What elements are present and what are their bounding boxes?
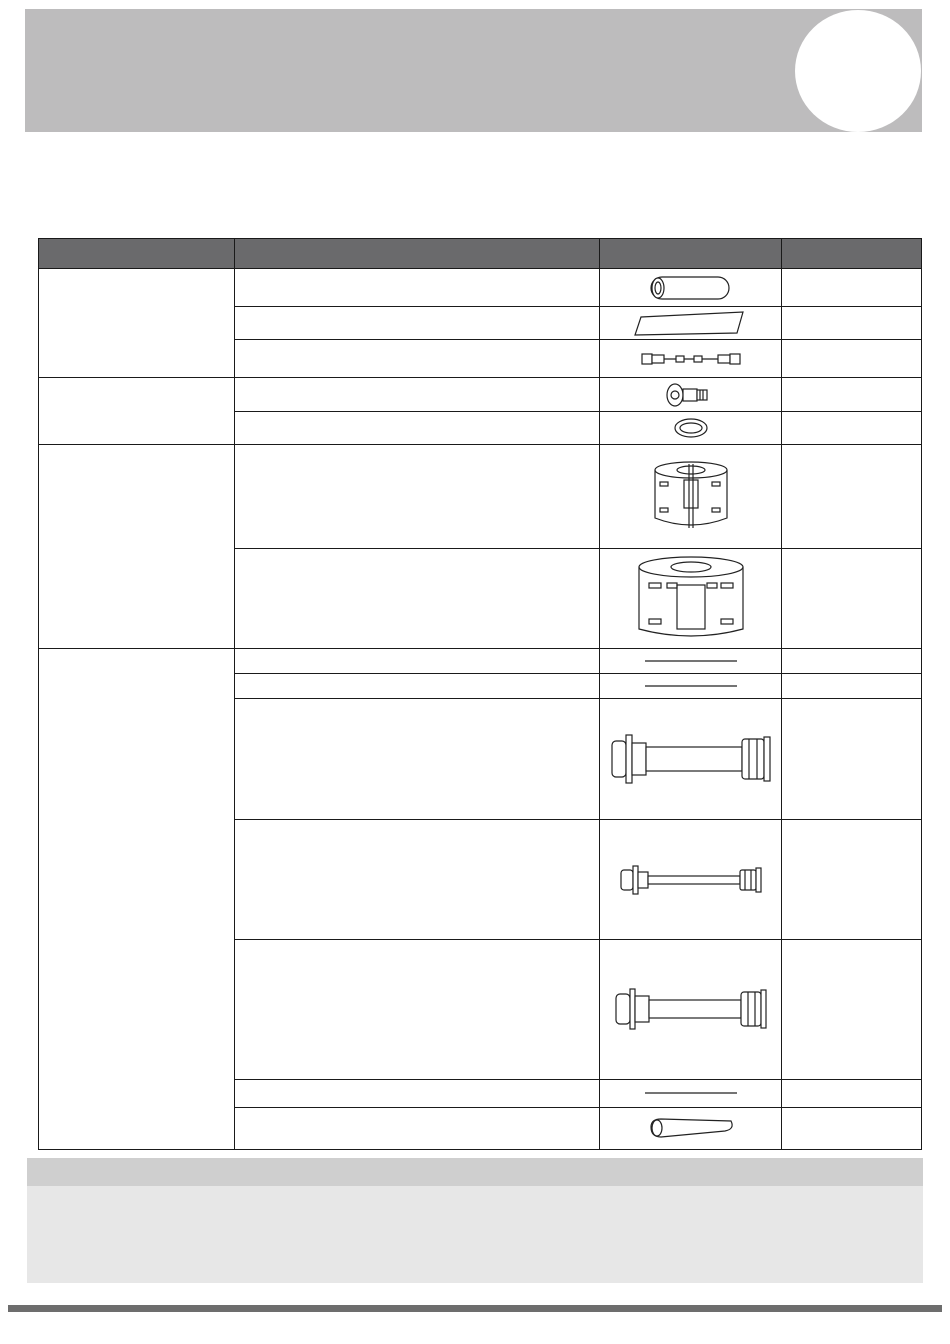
description-cell	[235, 307, 600, 340]
footer-rule	[8, 1305, 942, 1312]
table-row	[39, 269, 922, 307]
description-cell	[235, 340, 600, 378]
table-row	[39, 444, 922, 548]
insulation-tube-icon	[641, 273, 741, 303]
qty-cell	[782, 939, 922, 1079]
qty-cell	[782, 1107, 922, 1149]
section-cell	[39, 269, 235, 378]
column-header	[600, 239, 782, 269]
description-cell	[235, 648, 600, 673]
image-cell	[600, 411, 782, 444]
qty-cell	[782, 269, 922, 307]
qty-cell	[782, 340, 922, 378]
page-badge	[795, 10, 921, 132]
image-cell	[600, 820, 782, 940]
connecting-pipe-large-icon	[606, 729, 776, 789]
image-cell	[600, 549, 782, 648]
accessories-table	[38, 238, 922, 1150]
description-cell	[235, 1079, 600, 1107]
image-cell	[600, 378, 782, 411]
image-cell	[600, 1079, 782, 1107]
qty-cell	[782, 820, 922, 940]
description-cell	[235, 820, 600, 940]
sheath-icon	[641, 1113, 741, 1143]
qty-cell	[782, 1079, 922, 1107]
qty-cell	[782, 378, 922, 411]
qty-cell	[782, 648, 922, 673]
qty-cell	[782, 698, 922, 820]
header-band	[25, 9, 922, 132]
section-cell	[39, 378, 235, 444]
image-cell	[600, 673, 782, 698]
qty-cell	[782, 444, 922, 548]
table-header-row	[39, 239, 922, 269]
image-cell	[600, 939, 782, 1079]
description-cell	[235, 698, 600, 820]
image-cell	[600, 648, 782, 673]
connecting-pipe-medium-icon	[608, 984, 774, 1034]
image-cell	[600, 698, 782, 820]
description-cell	[235, 411, 600, 444]
description-cell	[235, 444, 600, 548]
drain-joint-icon	[661, 381, 721, 409]
line-icon	[641, 680, 741, 692]
description-cell	[235, 673, 600, 698]
drain-hose-icon	[636, 347, 746, 371]
description-cell	[235, 378, 600, 411]
note-header	[27, 1158, 923, 1186]
qty-cell	[782, 411, 922, 444]
table-row	[39, 648, 922, 673]
description-cell	[235, 1107, 600, 1149]
image-cell	[600, 1107, 782, 1149]
description-cell	[235, 269, 600, 307]
magnetic-ring-large-icon	[631, 553, 751, 643]
line-icon	[641, 655, 741, 667]
table-row	[39, 378, 922, 411]
description-cell	[235, 939, 600, 1079]
line-icon	[641, 1087, 741, 1099]
description-cell	[235, 549, 600, 648]
qty-cell	[782, 307, 922, 340]
qty-cell	[782, 673, 922, 698]
image-cell	[600, 307, 782, 340]
adhesive-tape-icon	[631, 309, 751, 337]
seal-ring-icon	[666, 415, 716, 441]
section-cell	[39, 444, 235, 648]
image-cell	[600, 444, 782, 548]
magnetic-ring-small-icon	[646, 456, 736, 538]
column-header	[782, 239, 922, 269]
note-box	[27, 1158, 923, 1283]
section-cell	[39, 648, 235, 1149]
column-header	[39, 239, 235, 269]
qty-cell	[782, 549, 922, 648]
column-header	[235, 239, 600, 269]
image-cell	[600, 269, 782, 307]
connecting-pipe-small-icon	[611, 860, 771, 900]
image-cell	[600, 340, 782, 378]
